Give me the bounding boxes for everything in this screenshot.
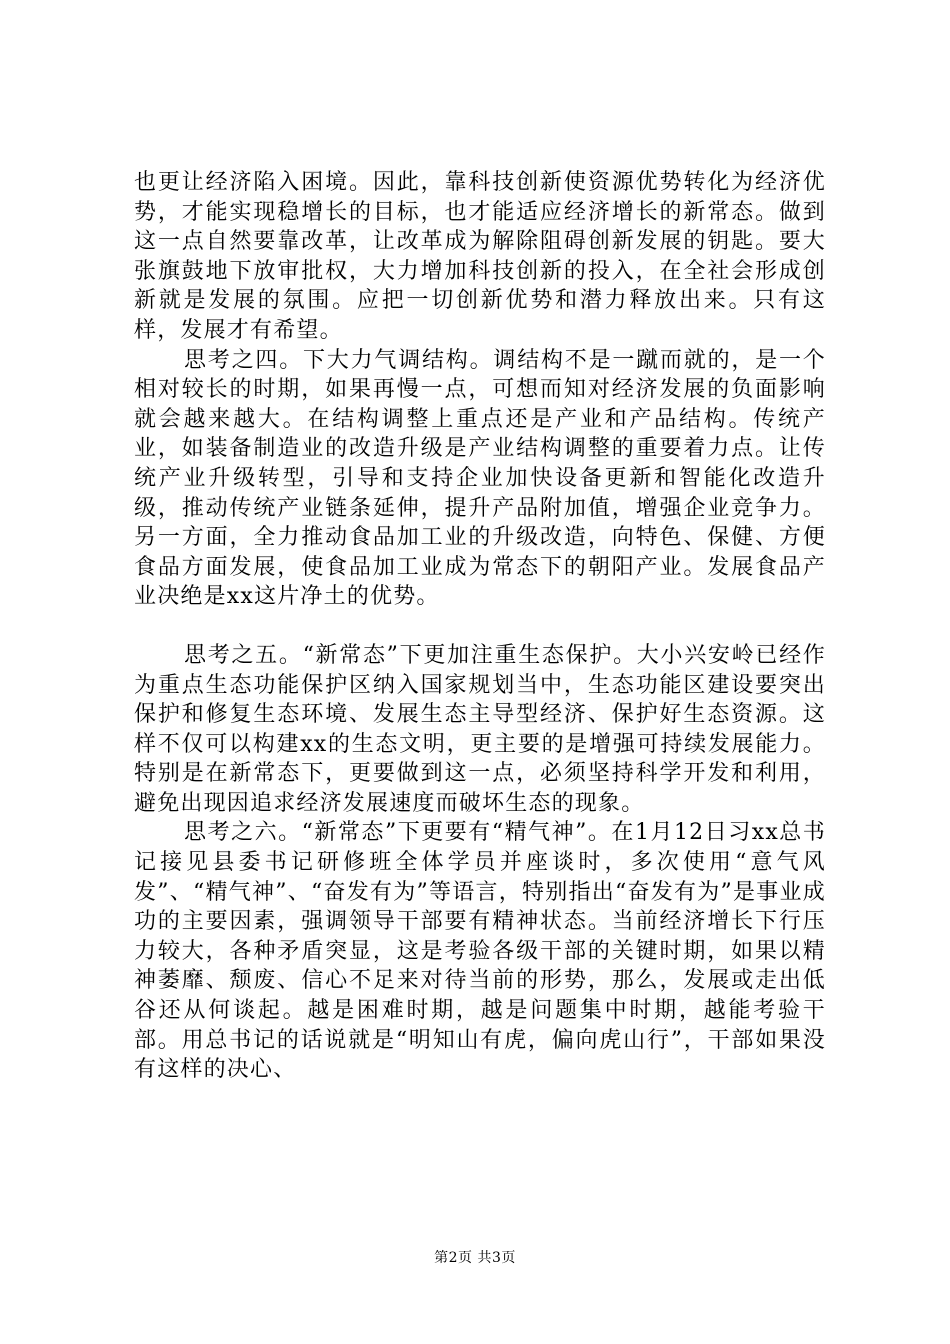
page-number-label: 第2页 共3页 bbox=[434, 1250, 516, 1266]
paragraph-continuation: 也更让经济陷入困境。因此，靠科技创新使资源优势转化为经济优势，才能实现稳增长的目标，也才能适应经济增长的新常态。做到这一点自然要靠改革，让改革成为解除阻碍创新发展的钥匙。要大张旗鼓地下放审批权，大力增加科技创新的投入，在全社会形成创新就是发展的氛围。应把一切创新优势和潜力释放出来。只有这样，发展才有希望。 bbox=[134, 170, 826, 343]
paragraph-thought-four: 思考之四。下大力气调结构。调结构不是一蹴而就的，是一个相对较长的时期，如果再慢一点，可想而知对经济发展的负面影响就会越来越大。在结构调整上重点还是产业和产品结构。传统产业，如装备制造业的改造升级是产业结构调整的重要着力点。让传统产业升级转型，引导和支持企业加快设备更新和智能化改造升级，推动传统产业链条延伸，提升产品附加值，增强企业竞争力。另一方面，全力推动食品加工业的升级改造，向特色、保健、方便食品方面发展，使食品加工业成为常态下的朝阳产业。发展食品产业决绝是xx这片净土的优势。 bbox=[134, 347, 826, 610]
paragraph-thought-six: 思考之六。“新常态”下更要有“精气神”。在1月12日习xx总书记接见县委书记研修班全体学员并座谈时，多次使用“意气风发”、“精气神”、“奋发有为”等语言，特别指出“奋发有为”是事业成功的主要因素，强调领导干部要有精神状态。当前经济增长下行压力较大，各种矛盾突显，这是考验各级干部的关键时期，如果以精神萎靡、颓废、信心不足来对待当前的形势，那么，发展或走出低谷还从何谈起。越是困难时期，越是问题集中时期，越能考验干部。用总书记的话说就是“明知山有虎，偏向虎山行”，干部如果没有这样的决心、 bbox=[134, 820, 826, 1083]
paragraph-thought-five: 思考之五。“新常态”下更加注重生态保护。大小兴安岭已经作为重点生态功能保护区纳入国家规划当中，生态功能区建设要突出保护和修复生态环境、发展生态主导型经济、保护好生态资源。这样不仅可以构建xx的生态文明，更主要的是增强可持续发展能力。特别是在新常态下，更要做到这一点，必须坚持科学开发和利用，避免出现因追求经济发展速度而破坏生态的现象。 bbox=[134, 642, 826, 816]
document-body bbox=[134, 168, 826, 1085]
page-footer bbox=[0, 1249, 950, 1267]
